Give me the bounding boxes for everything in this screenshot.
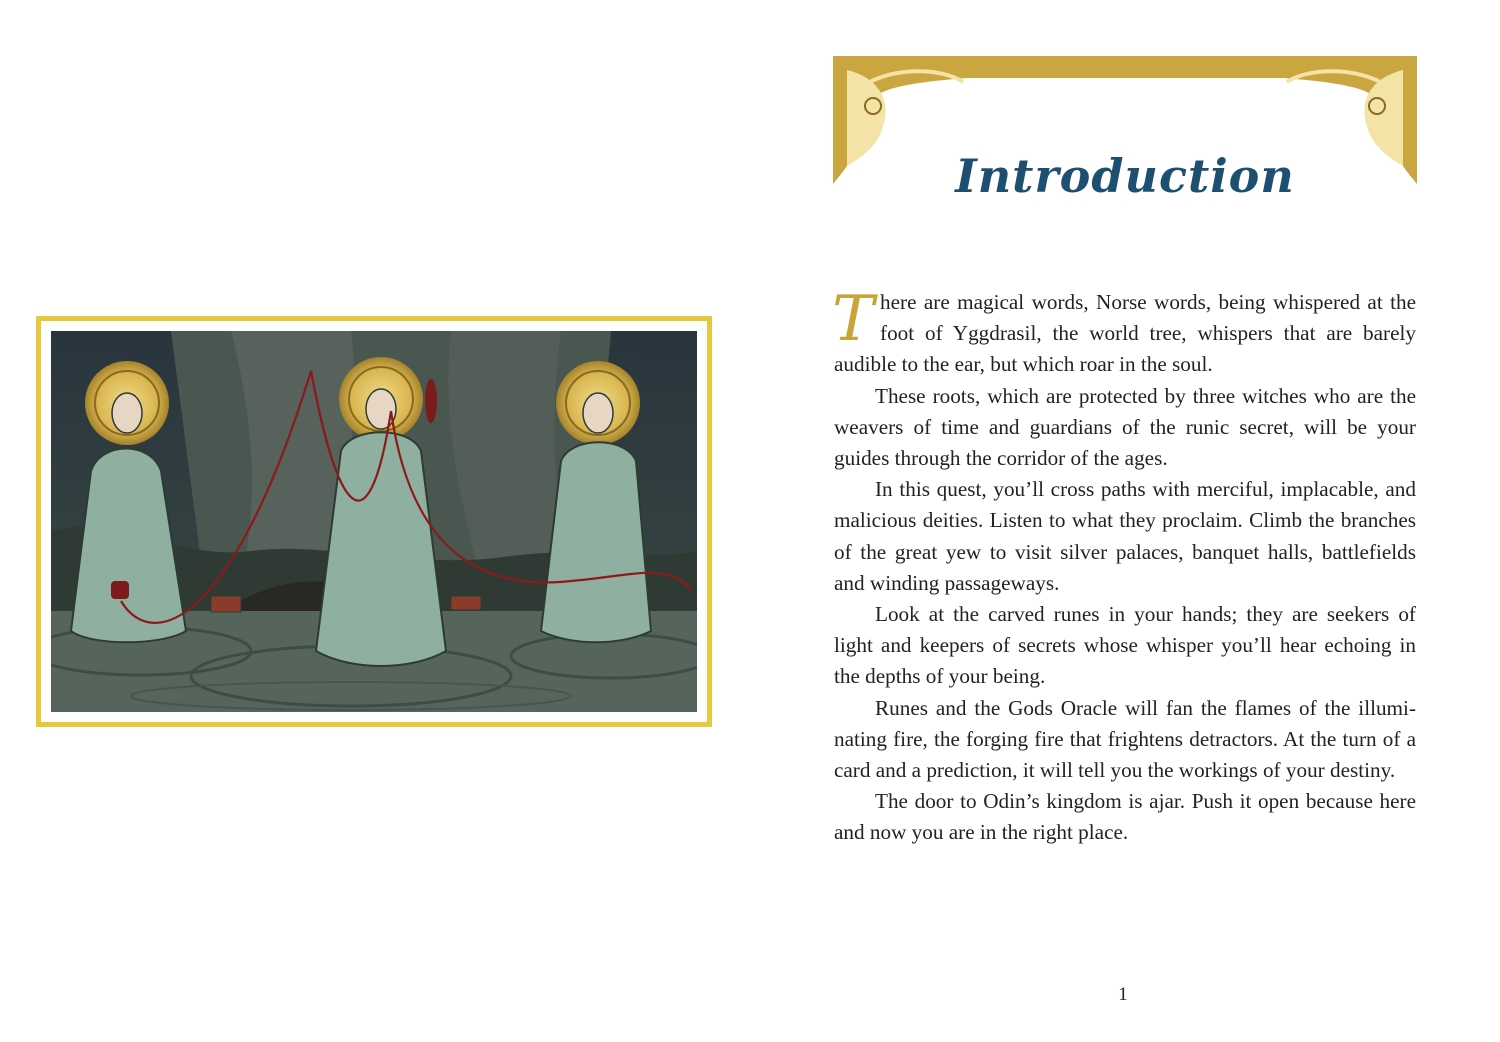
paragraph: Runes and the Gods Oracle will fan the flames of the illuminating fire, the forging fire that frightens detractors. At the turn of a card and a prediction, it will tell you the workings of your destiny. [834, 695, 1416, 783]
paragraph: In this quest, you’ll cross paths with merciful, implacable, and malicious deities. Listen to what they proclaim. Climb the branches of the great yew to visit silver palaces, banquet halls, battlefields and winding passageways. [834, 477, 1416, 595]
paragraph [832, 282, 1416, 381]
page-number: 1 [1118, 984, 1128, 1005]
paragraph-text: here are magical words, Norse words, being whispered at the foot of Yggdrasil, the world tree, whispers that are barely audible to the ear, but which roar in the soul. [834, 290, 1416, 377]
three-norns-illustration [51, 331, 697, 712]
paragraph: These roots, which are protected by three witches who are the weavers of time and guardians of the runic secret, will be your guides through the corridor of the ages. [834, 383, 1416, 471]
drop-cap: T [832, 282, 875, 355]
chapter-title: Introduction [955, 149, 1295, 203]
chapter-body [832, 282, 1416, 849]
paragraph: The door to Odin’s kingdom is ajar. Push it open because here and now you are in the right place. [834, 789, 1416, 845]
illustration-frame [36, 316, 712, 727]
three-norns-weaving-illustration-icon [51, 331, 697, 712]
paragraph: Look at the carved runes in your hands; they are seekers of light and keepers of secrets whose whisper you’ll hear echoing in the depths of your being. [834, 602, 1416, 689]
